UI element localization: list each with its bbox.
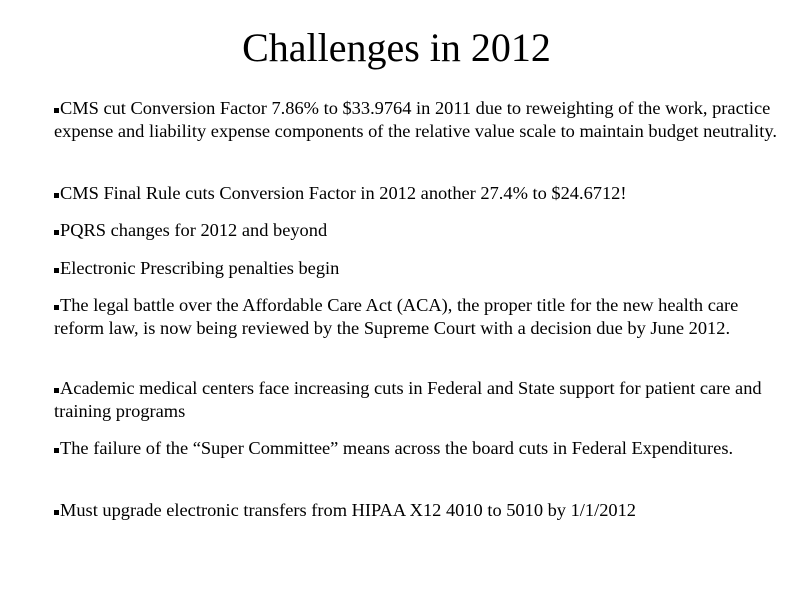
bullet-item: [54, 499, 784, 522]
bullet-item: [54, 182, 784, 205]
bullet-text: Must upgrade electronic transfers from HIPAA X12 4010 to 5010 by 1/1/2012: [60, 500, 636, 520]
bullet-item: [54, 97, 784, 142]
bullet-square-icon: [54, 388, 59, 393]
bullet-text: PQRS changes for 2012 and beyond: [60, 220, 328, 240]
bullet-square-icon: [54, 510, 59, 515]
bullet-text: The legal battle over the Affordable Care Act (ACA), the proper title for the new health care reform law, is now being reviewed by the Supreme Court with a decision due by June 2012.: [54, 295, 739, 338]
bullet-square-icon: [54, 193, 59, 198]
bullet-square-icon: [54, 230, 59, 235]
bullet-item: [54, 219, 784, 242]
bullet-text: CMS Final Rule cuts Conversion Factor in 2012 another 27.4% to $24.6712!: [60, 183, 627, 203]
bullet-item: [54, 377, 784, 422]
bullet-item: [54, 257, 784, 280]
bullet-square-icon: [54, 448, 59, 453]
bullet-text: The failure of the “Super Committee” means across the board cuts in Federal Expenditures.: [60, 438, 734, 458]
bullet-text: CMS cut Conversion Factor 7.86% to $33.9764 in 2011 due to reweighting of the work, practice expense and liability expense components of the relative value scale to maintain budget neutrality.: [54, 98, 777, 141]
slide-title: Challenges in 2012: [242, 25, 551, 70]
bullet-item: [54, 294, 784, 339]
bullet-square-icon: [54, 268, 59, 273]
bullet-text: Academic medical centers face increasing cuts in Federal and State support for patient care and training programs: [54, 378, 762, 421]
bullet-square-icon: [54, 108, 59, 113]
bullet-text: Electronic Prescribing penalties begin: [60, 258, 340, 278]
bullet-square-icon: [54, 305, 59, 310]
bullet-item: [54, 437, 784, 460]
